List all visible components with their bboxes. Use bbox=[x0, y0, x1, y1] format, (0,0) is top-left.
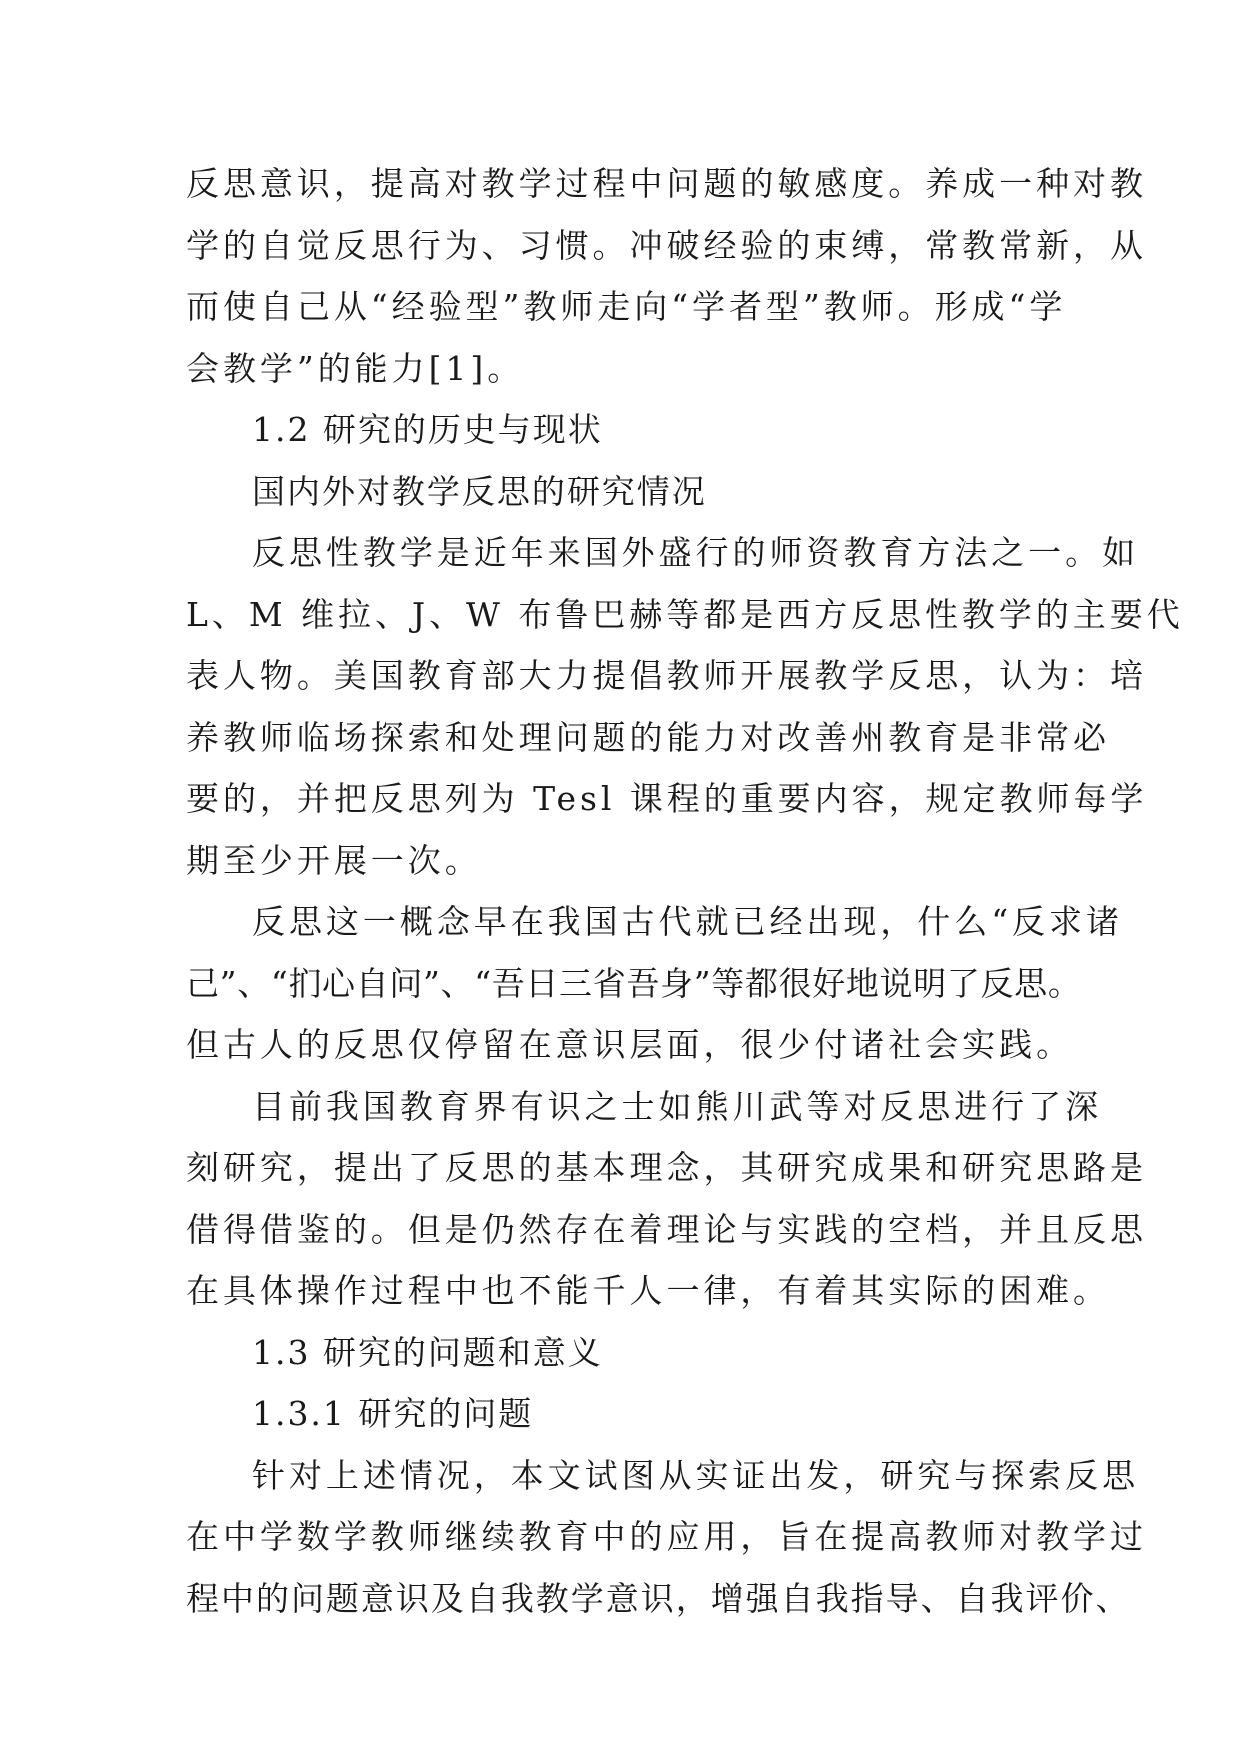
section-heading: 1.3 研究的问题和意义 bbox=[252, 1332, 603, 1372]
paragraph bbox=[186, 1445, 1147, 1630]
document-page bbox=[186, 153, 1184, 1629]
text-line: L、M 维拉、J、W 布鲁巴赫等都是西方反思性教学的主要代 bbox=[186, 594, 1184, 634]
paragraph bbox=[186, 522, 1184, 891]
subsection-heading: 1.3.1 研究的问题 bbox=[252, 1394, 534, 1433]
text-line: 反思这一概念早在我国古代就已经出现，什么“反求诸 bbox=[252, 902, 1123, 941]
text-line: 而使自己从“经验型”教师走向“学者型”教师。形成“学 bbox=[186, 287, 1067, 326]
paragraph bbox=[186, 153, 1147, 399]
text-line: 期至少开展一次。 bbox=[186, 840, 482, 880]
paragraph bbox=[186, 891, 1123, 1076]
text-line: 程中的问题意识及自我教学意识，增强自我指导、自我评价、 bbox=[186, 1578, 1131, 1618]
text-line: 会教学”的能力[1]。 bbox=[186, 348, 525, 388]
text-line: 在中学数学教师继续教育中的应用，旨在提高教师对教学过 bbox=[186, 1517, 1147, 1556]
text-line: 己”、“扪心自问”、“吾日三省吾身”等都很好地说明了反思。 bbox=[186, 963, 1082, 1003]
text-line: 目前我国教育界有识之士如熊川武等对反思进行了深 bbox=[252, 1086, 1103, 1126]
paragraph bbox=[186, 1076, 1147, 1322]
text-line: 刻研究，提出了反思的基本理念，其研究成果和研究思路是 bbox=[186, 1148, 1147, 1187]
text-line: 反思意识，提高对教学过程中问题的敏感度。养成一种对教 bbox=[186, 164, 1147, 203]
subsection-heading: 国内外对教学反思的研究情况 bbox=[252, 471, 707, 511]
text-line: 养教师临场探索和处理问题的能力对改善州教育是非常必 bbox=[186, 717, 1110, 757]
text-line: 针对上述情况，本文试图从实证出发，研究与探索反思 bbox=[252, 1455, 1140, 1495]
text-line: 但古人的反思仅停留在意识层面，很少付诸社会实践。 bbox=[186, 1025, 1074, 1064]
text-line: 借得借鉴的。但是仍然存在着理论与实践的空档，并且反思 bbox=[186, 1209, 1147, 1249]
text-line: 反思性教学是近年来国外盛行的师资教育方法之一。如 bbox=[252, 533, 1140, 572]
text-line: 学的自觉反思行为、习惯。冲破经验的束缚，常教常新，从 bbox=[186, 225, 1147, 265]
section-heading: 1.2 研究的历史与现状 bbox=[252, 410, 603, 449]
text-line: 表人物。美国教育部大力提倡教师开展教学反思，认为：培 bbox=[186, 656, 1147, 695]
text-line: 要的，并把反思列为 Tesl 课程的重要内容，规定教师每学 bbox=[186, 779, 1148, 818]
text-line: 在具体操作过程中也不能千人一律，有着其实际的困难。 bbox=[186, 1271, 1110, 1310]
